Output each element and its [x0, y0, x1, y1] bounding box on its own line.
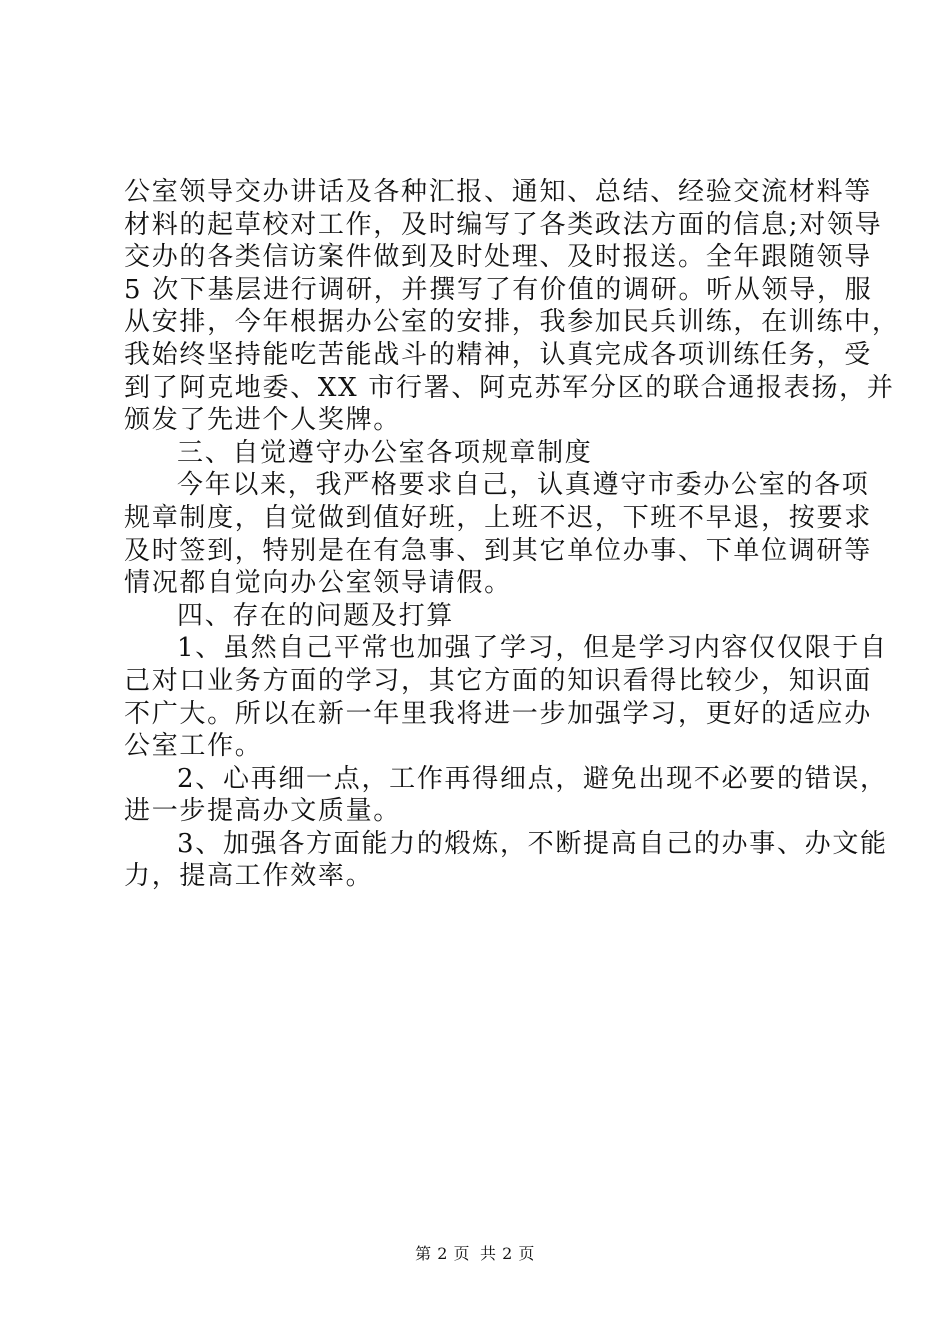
body-line: 3、加强各方面能力的煅炼，不断提高自己的办事、办文能	[177, 828, 888, 859]
page-total: 共 2 页	[480, 1244, 535, 1263]
body-line: 材料的起草校对工作，及时编写了各类政法方面的信息;对领导	[124, 209, 883, 240]
body-line: 从安排，今年根据办公室的安排，我参加民兵训练，在训练中，	[124, 307, 900, 338]
body-line: 我始终坚持能吃苦能战斗的精神，认真完成各项训练任务，受	[124, 339, 872, 370]
body-line: 公室工作。	[124, 731, 263, 762]
body-line: 力，提高工作效率。	[124, 861, 374, 892]
body-line: 规章制度，自觉做到值好班，上班不迟，下班不早退，按要求	[124, 502, 872, 533]
body-line: 2、心再细一点，工作再得细点，避免出现不必要的错误，	[177, 763, 888, 794]
body-line: 己对口业务方面的学习，其它方面的知识看得比较少，知识面	[124, 665, 872, 696]
body-line: 到了阿克地委、XX 市行署、阿克苏军分区的联合通报表扬，并	[124, 372, 895, 403]
body-line: 5 次下基层进行调研，并撰写了有价值的调研。听从领导，服	[124, 274, 873, 305]
body-line: 情况都自觉向办公室领导请假。	[124, 568, 512, 599]
section-heading: 四、存在的问题及打算	[177, 600, 455, 631]
body-line: 公室领导交办讲话及各种汇报、通知、总结、经验交流材料等	[124, 177, 872, 207]
body-line: 进一步提高办文质量。	[124, 796, 402, 827]
section-heading: 三、自觉遵守办公室各项规章制度	[177, 437, 593, 468]
body-line: 今年以来，我严格要求自己，认真遵守市委办公室的各项	[177, 470, 870, 501]
page-footer	[0, 1244, 950, 1264]
body-line: 不广大。所以在新一年里我将进一步加强学习，更好的适应办	[124, 698, 872, 729]
body-line: 1、虽然自己平常也加强了学习，但是学习内容仅仅限于自	[177, 633, 888, 664]
body-line: 颁发了先进个人奖牌。	[124, 405, 402, 436]
body-line: 及时签到，特别是在有急事、到其它单位办事、下单位调研等	[124, 535, 872, 566]
body-line: 交办的各类信访案件做到及时处理、及时报送。全年跟随领导	[124, 242, 872, 273]
document-body	[124, 176, 900, 893]
page-number: 第 2 页	[415, 1244, 470, 1263]
